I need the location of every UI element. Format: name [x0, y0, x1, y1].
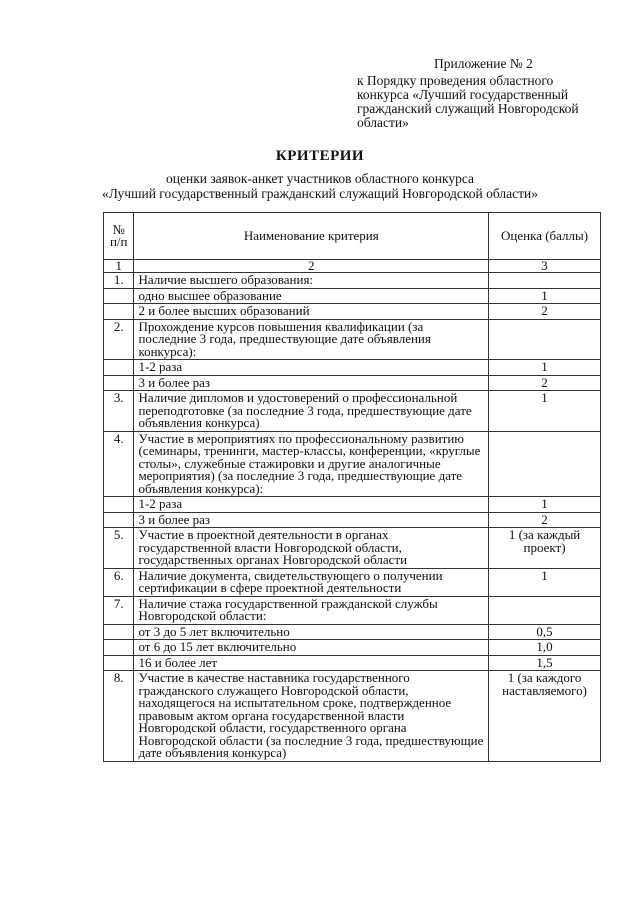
row-score: 2: [489, 512, 601, 528]
row-number: [104, 624, 134, 640]
row-number: 1.: [104, 273, 134, 289]
table-row: [104, 640, 601, 656]
row-score: [489, 596, 601, 624]
row-score: 1 (за каждый проект): [489, 528, 601, 569]
row-criterion: 1-2 раза: [134, 497, 489, 513]
table-row: [104, 497, 601, 513]
table-row: [104, 528, 601, 569]
appendix-line: к Порядку проведения областного: [357, 73, 554, 88]
row-score: 1: [489, 568, 601, 596]
row-number: 3.: [104, 391, 134, 432]
row-criterion: от 3 до 5 лет включительно: [134, 624, 489, 640]
row-number: [104, 655, 134, 671]
appendix-line: конкурса «Лучший государственный: [357, 87, 569, 102]
row-score: [489, 319, 601, 360]
row-score: 1: [489, 288, 601, 304]
row-score: [489, 431, 601, 497]
column-index: 2: [134, 260, 489, 273]
column-index-row: [104, 260, 601, 273]
subtitle-line: «Лучший государственный гражданский служащий Новгородской области»: [101, 186, 539, 201]
row-criterion: Наличие стажа государственной гражданской службы Новгородской области:: [134, 596, 489, 624]
appendix-line: области»: [357, 115, 409, 130]
document-subtitle: [0, 171, 640, 201]
header-num: № п/п: [104, 213, 134, 260]
table-header-row: [104, 213, 601, 260]
row-number: 7.: [104, 596, 134, 624]
table-row: [104, 624, 601, 640]
row-criterion: 1-2 раза: [134, 360, 489, 376]
table-row: [104, 596, 601, 624]
table-row: [104, 568, 601, 596]
table-row: [104, 288, 601, 304]
table-row: [104, 319, 601, 360]
appendix-title: Приложение № 2: [434, 56, 533, 71]
table-row: [104, 304, 601, 320]
row-criterion: Наличие дипломов и удостоверений о профессиональной переподготовке (за последние 3 года, предшествующие дате объявления конкурса): [134, 391, 489, 432]
header-criterion: Наименование критерия: [134, 213, 489, 260]
table-row: [104, 671, 601, 762]
row-number: 5.: [104, 528, 134, 569]
table-row: [104, 375, 601, 391]
row-score: 1: [489, 360, 601, 376]
document-title: КРИТЕРИИ: [275, 148, 365, 164]
row-criterion: 2 и более высших образований: [134, 304, 489, 320]
row-criterion: одно высшее образование: [134, 288, 489, 304]
row-criterion: Прохождение курсов повышения квалификации (за последние 3 года, предшествующие дате объявления конкурса):: [134, 319, 489, 360]
row-score: [489, 273, 601, 289]
row-score: 1: [489, 497, 601, 513]
header-score: Оценка (баллы): [489, 213, 601, 260]
column-index: 1: [104, 260, 134, 273]
row-criterion: Участие в качестве наставника государственного гражданского служащего Новгородской области, находящегося на испытательном сроке, подтвержденное правовым актом органа государственной власти Новгородской области, государственного органа Новгородской области (за последние 3 года, предшествующие дате объявления конкурса): [134, 671, 489, 762]
table-row: [104, 512, 601, 528]
row-number: [104, 375, 134, 391]
table-row: [104, 431, 601, 497]
table-row: [104, 655, 601, 671]
row-number: 6.: [104, 568, 134, 596]
appendix-line: гражданский служащий Новгородской: [357, 101, 579, 116]
row-criterion: Участие в проектной деятельности в органах государственной власти Новгородской области, государственных органах Новгородской области: [134, 528, 489, 569]
row-number: 8.: [104, 671, 134, 762]
row-criterion: 16 и более лет: [134, 655, 489, 671]
row-number: 4.: [104, 431, 134, 497]
row-score: 1: [489, 391, 601, 432]
appendix-reference: [357, 74, 607, 130]
table-row: [104, 360, 601, 376]
row-criterion: Наличие высшего образования:: [134, 273, 489, 289]
row-number: 2.: [104, 319, 134, 360]
table-row: [104, 391, 601, 432]
row-score: 1 (за каждого наставляемого): [489, 671, 601, 762]
row-criterion: Участие в мероприятиях по профессиональному развитию (семинары, тренинги, мастер-классы, конференции, «круглые столы», служебные стажировки и другие аналогичные мероприятия) (за последние 3 года, предшествующие дате объявления конкурса):: [134, 431, 489, 497]
row-number: [104, 640, 134, 656]
row-number: [104, 360, 134, 376]
row-score: 2: [489, 304, 601, 320]
row-criterion: от 6 до 15 лет включительно: [134, 640, 489, 656]
row-score: 0,5: [489, 624, 601, 640]
column-index: 3: [489, 260, 601, 273]
table-row: [104, 273, 601, 289]
row-score: 1,0: [489, 640, 601, 656]
criteria-table: [103, 212, 601, 762]
row-score: 1,5: [489, 655, 601, 671]
row-number: [104, 304, 134, 320]
subtitle-line: оценки заявок-анкет участников областного конкурса: [166, 171, 474, 186]
row-number: [104, 497, 134, 513]
row-criterion: Наличие документа, свидетельствующего о получении сертификации в сфере проектной деятельности: [134, 568, 489, 596]
row-number: [104, 288, 134, 304]
row-criterion: 3 и более раз: [134, 375, 489, 391]
row-criterion: 3 и более раз: [134, 512, 489, 528]
row-score: 2: [489, 375, 601, 391]
row-number: [104, 512, 134, 528]
